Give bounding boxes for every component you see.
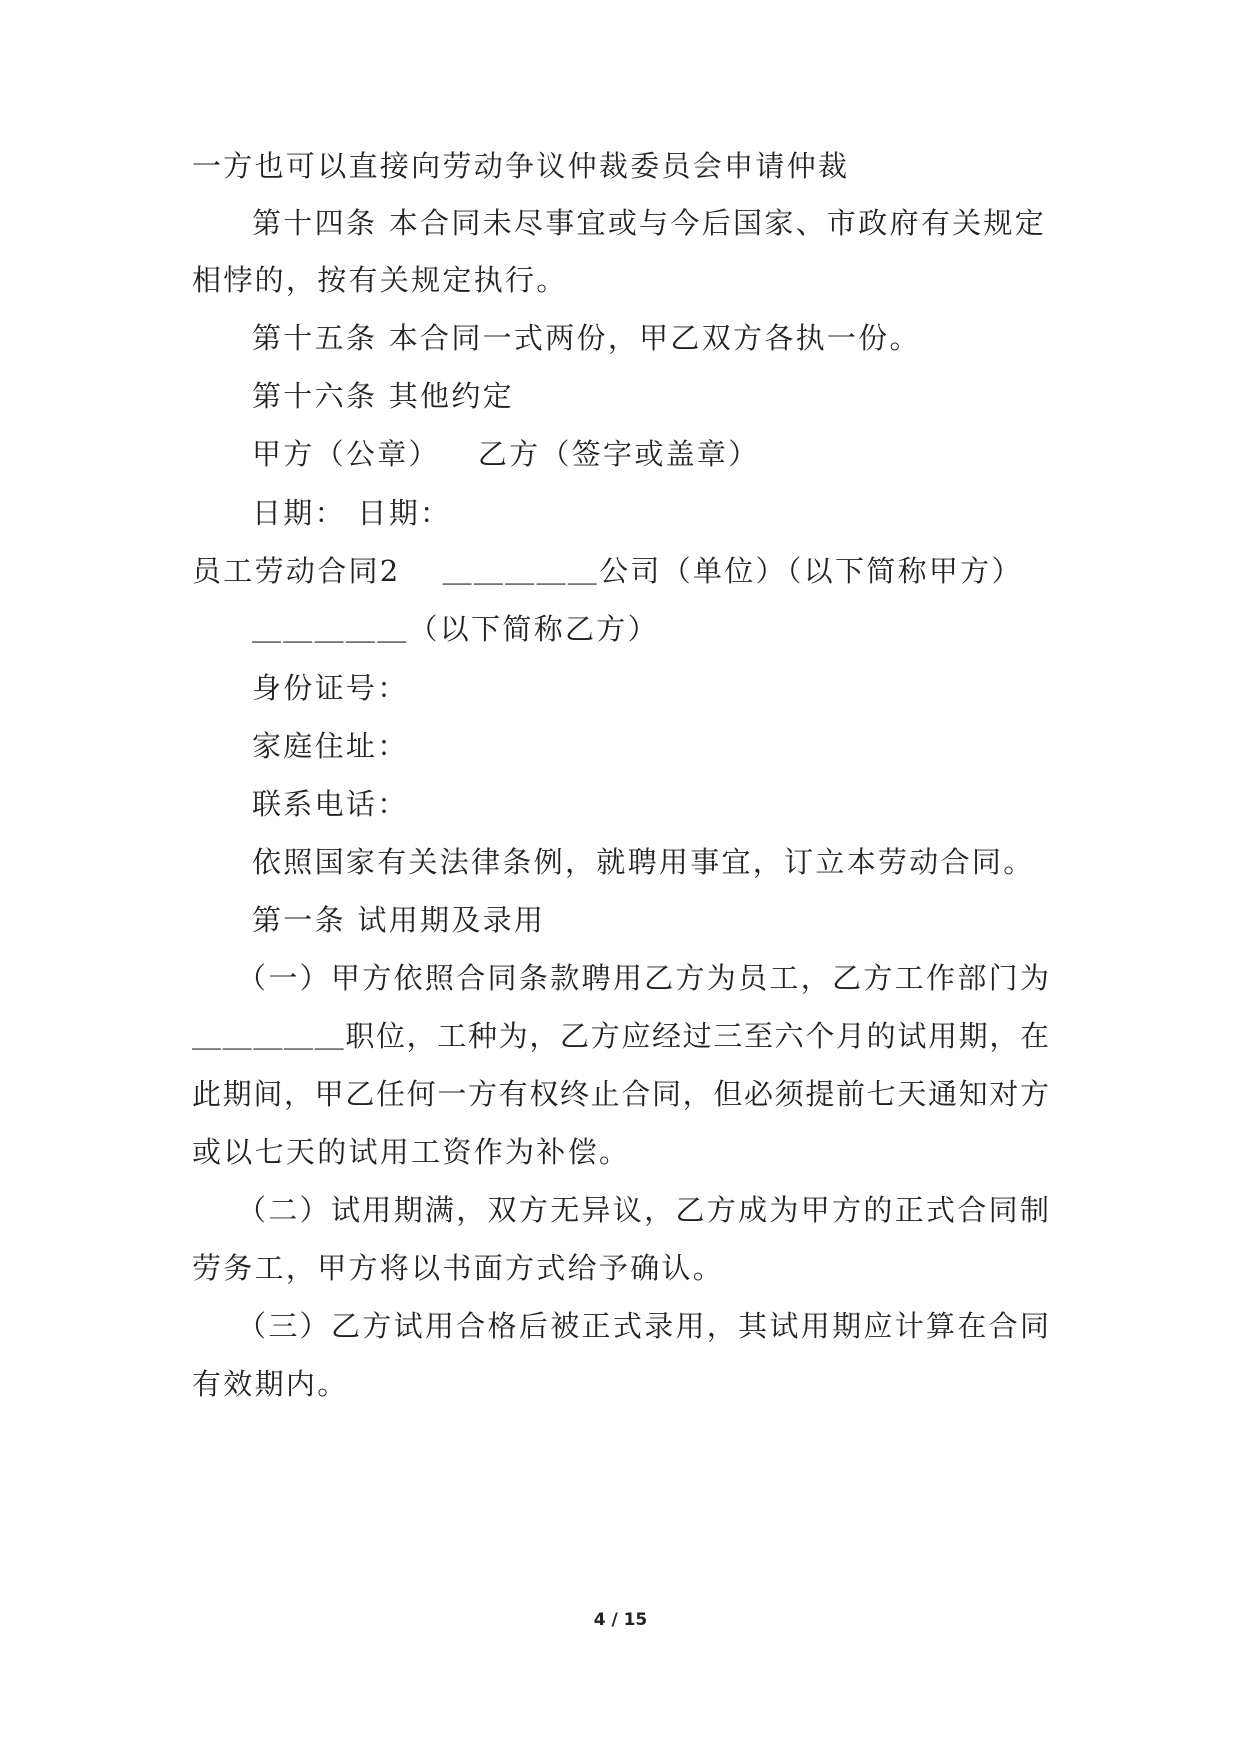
party-b-signature-label: 乙方（签字或盖章） [477, 437, 760, 471]
party-a-name-line: ＿＿＿＿＿公司（单位）（以下简称甲方） [442, 554, 1023, 588]
contract-heading-line [192, 551, 1023, 591]
text-line: 一方也可以直接向劳动争议仲裁委员会申请仲裁 [192, 149, 850, 183]
signature-line [252, 434, 760, 474]
page-number: 4 / 15 [593, 1610, 648, 1630]
article-14-heading: 第十四条 本合同未尽事宜或与今后国家、市政府有关规定 [252, 206, 1047, 240]
phone-label: 联系电话： [252, 787, 409, 821]
id-number-label: 身份证号： [252, 671, 409, 705]
party-b-name-line: ＿＿＿＿＿（以下简称乙方） [252, 612, 659, 646]
text-line: 有效期内。 [192, 1367, 349, 1401]
article-16: 第十六条 其他约定 [252, 379, 514, 413]
text-line: 此期间，甲乙任何一方有权终止合同，但必须提前七天通知对方 [192, 1077, 1049, 1111]
date-line: 日期： 日期： [252, 496, 452, 530]
clause-1-3: （三）乙方试用合格后被正式录用，其试用期应计算在合同 [237, 1309, 1049, 1343]
text-line: ＿＿＿＿＿职位，工种为，乙方应经过三至六个月的试用期，在 [192, 1019, 1049, 1053]
text-line: 相悖的，按有关规定执行。 [192, 263, 568, 297]
article-1-heading: 第一条 试用期及录用 [252, 903, 546, 937]
article-15: 第十五条 本合同一式两份，甲乙双方各执一份。 [252, 321, 921, 355]
text-line: 或以七天的试用工资作为补偿。 [192, 1135, 631, 1169]
text-line: 劳务工，甲方将以书面方式给予确认。 [192, 1251, 725, 1285]
clause-1-1: （一）甲方依照合同条款聘用乙方为员工，乙方工作部门为 [237, 961, 1049, 995]
clause-1-2: （二）试用期满，双方无异议，乙方成为甲方的正式合同制 [237, 1193, 1049, 1227]
party-a-seal-label: 甲方（公章） [252, 437, 440, 471]
home-address-label: 家庭住址： [252, 729, 409, 763]
contract-preamble: 依照国家有关法律条例，就聘用事宜，订立本劳动合同。 [252, 845, 1035, 879]
contract-title: 员工劳动合同2 [192, 554, 401, 588]
